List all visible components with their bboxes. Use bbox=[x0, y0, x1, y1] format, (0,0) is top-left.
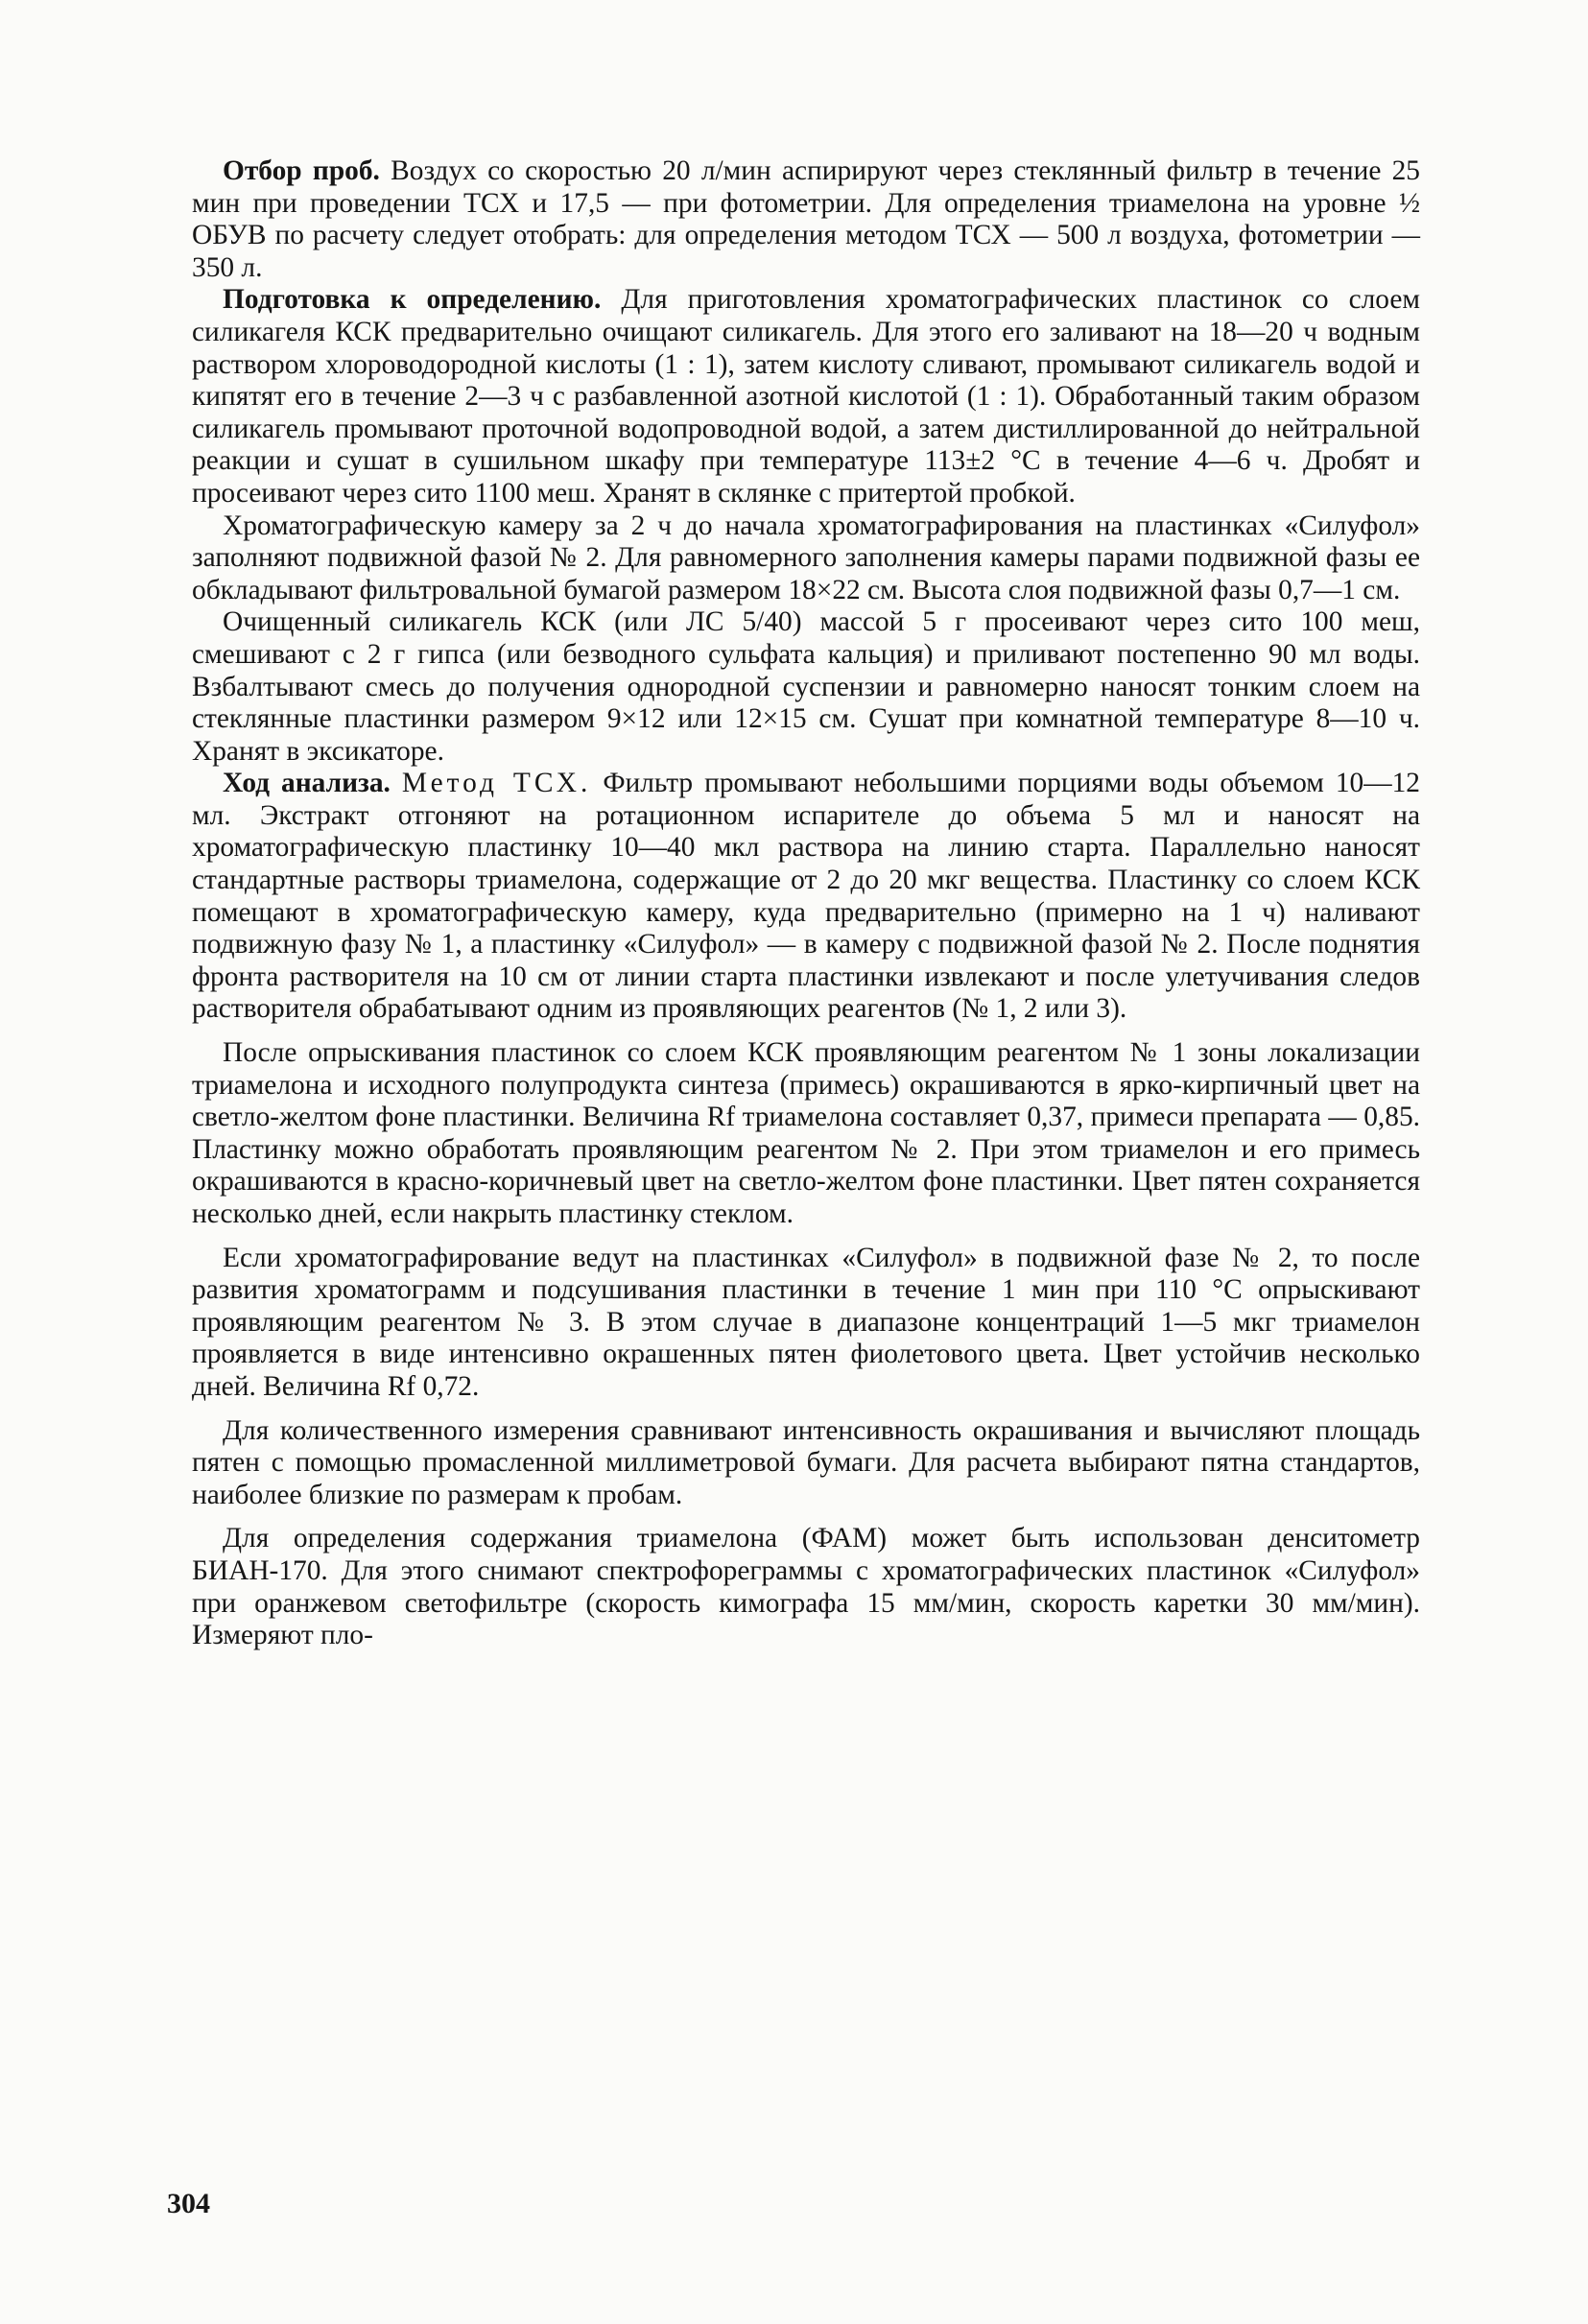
paragraph-silufol bbox=[192, 1243, 1420, 1404]
paragraph-text: Воздух со скоростью 20 л/мин аспирируют через стеклянный фильтр в течение 25 мин при проведении ТСХ и 17,5 — при фотометрии. Для определения триамелона на уровне ½ ОБУВ по расчету следует отобрать: для определения методом ТСХ — 500 л воздуха, фотометрии — 350 л. bbox=[192, 155, 1421, 283]
paragraph-text: Если хроматографирование ведут на пластинках «Силуфол» в подвижной фазе № 2, то после развития хроматограмм и подсушивания пластинки в течение 1 мин при 110 °С опрыскивают проявляющим реагентом № 3. В этом случае в диапазоне концентраций 1—5 мкг триамелон проявляется в виде интенсивно окрашенных пятен фиолетового цвета. Цвет устойчив несколько дней. Величина Rf 0,72. bbox=[192, 1242, 1420, 1402]
paragraph-sampling bbox=[192, 155, 1420, 284]
page-number: 304 bbox=[167, 2188, 210, 2219]
paragraph-text: Для определения содержания триамелона (ФАМ) может быть использован денситометр БИАН-170. Для этого снимают спектрофореграммы с хроматографических пластинок «Силуфол» при оранжевом светофильтре (скорость кимографа 15 мм/мин, скорость каретки 30 мм/мин). Измеряют пло- bbox=[192, 1523, 1420, 1651]
paragraph-text: Фильтр промывают небольшими порциями воды объемом 10—12 мл. Экстракт отгоняют на ротационном испарителе до объема 5 мл и наносят на хроматографическую пластинку 10—40 мкл раствора на линию старта. Параллельно наносят стандартные растворы триамелона, содержащие от 2 до 20 мкг вещества. Пластинку со слоем КСК помещают в хроматографическую камеру, куда предварительно (примерно на 1 ч) наливают подвижную фазу № 1, а пластинку «Силуфол» — в камеру с подвижной фазой № 2. После поднятия фронта растворителя на 10 см от линии старта пластинки извлекают и после улетучивания следов растворителя обрабатывают одним из проявляющих реагентов (№ 1, 2 или 3). bbox=[192, 768, 1421, 1025]
paragraph-text: Очищенный силикагель КСК (или ЛС 5/40) массой 5 г просеивают через сито 100 меш, смешивают с 2 г гипса (или безводного сульфата кальция) и приливают постепенно 90 мл воды. Взбалтывают смесь до получения однородной суспензии и равномерно наносят тонким слоем на стеклянные пластинки размером 9×12 или 12×15 см. Сушат при комнатной температуре 8—10 ч. Хранят в эксикаторе. bbox=[192, 606, 1420, 767]
paragraph-lead: Подготовка к определению. bbox=[223, 284, 602, 316]
paragraph-spraying bbox=[192, 1037, 1420, 1231]
paragraph-quantitative bbox=[192, 1415, 1420, 1512]
method-label: Метод ТСХ. bbox=[401, 768, 592, 799]
paragraph-text: После опрыскивания пластинок со слоем КСК проявляющим реагентом № 1 зоны локализации триамелона и исходного полупродукта синтеза (примесь) окрашиваются в ярко-кирпичный цвет на светло-желтом фоне пластинки. Величина Rf триамелона составляет 0,37, примеси препарата — 0,85. Пластинку можно обработать проявляющим реагентом № 2. При этом триамелон и его примесь окрашиваются в красно-коричневый цвет на светло-желтом фоне пластинки. Цвет пятен сохраняется несколько дней, если накрыть пластинку стеклом. bbox=[192, 1037, 1420, 1229]
paragraph-text: Хроматографическую камеру за 2 ч до начала хроматографирования на пластинках «Силуфол» заполняют подвижной фазой № 2. Для равномерного заполнения камеры парами подвижной фазы ее обкладывают фильтровальной бумагой размером 18×22 см. Высота слоя подвижной фазы 0,7—1 см. bbox=[192, 510, 1420, 605]
paragraph-analysis bbox=[192, 768, 1420, 1026]
paragraph-silica bbox=[192, 606, 1420, 768]
paragraph-chamber bbox=[192, 510, 1420, 607]
paragraph-lead: Отбор проб. bbox=[223, 155, 380, 186]
paragraph-lead: Ход анализа. bbox=[223, 768, 391, 799]
body-text bbox=[192, 155, 1420, 1652]
paragraph-text: Для количественного измерения сравнивают интенсивность окрашивания и вычисляют площадь пятен с помощью промасленной миллиметровой бумаги. Для расчета выбирают пятна стандартов, наиболее близкие по размерам к пробам. bbox=[192, 1414, 1420, 1510]
paragraph-densitometer bbox=[192, 1523, 1420, 1651]
paragraph-preparation bbox=[192, 284, 1420, 510]
paragraph-text: Для приготовления хроматографических пластинок со слоем силикагеля КСК предварительно очищают силикагель. Для этого его заливают на 18—20 ч водным раствором хлороводородной кислоты (1 : 1), затем кислоту сливают, промывают силикагель водой и кипятят его в течение 2—3 ч с разбавленной азотной кислотой (1 : 1). Обработанный таким образом силикагель промывают проточной водопроводной водой, а затем дистиллированной до нейтральной реакции и сушат в сушильном шкафу при температуре 113±2 °С в течение 4—6 ч. Дробят и просеивают через сито 1100 меш. Хранят в склянке с притертой пробкой. bbox=[192, 284, 1420, 509]
